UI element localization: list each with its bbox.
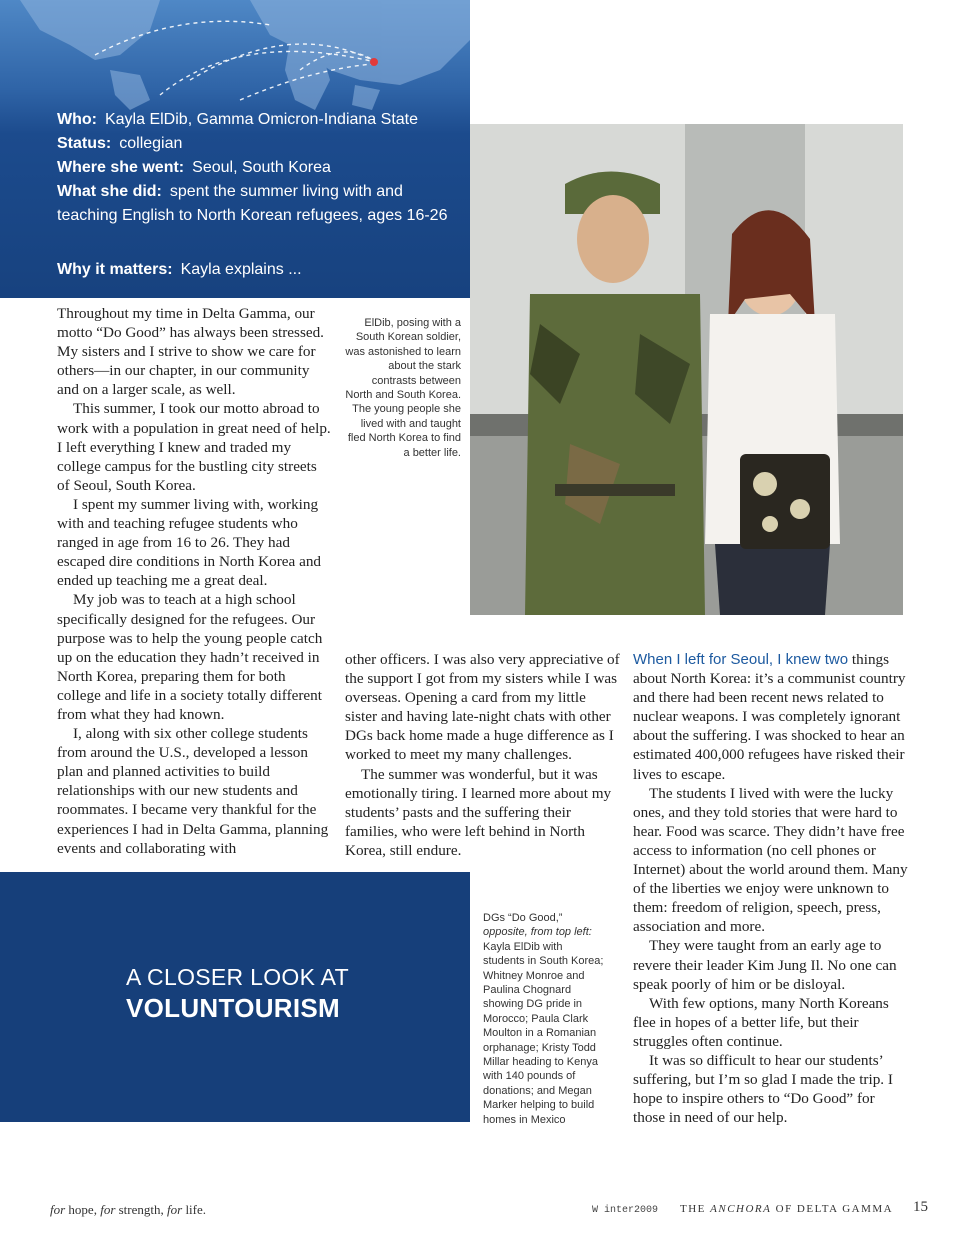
body-column-2 bbox=[345, 650, 620, 860]
paragraph: Throughout my time in Delta Gamma, our motto “Do Good” has always been stressed. My sisters and I strive to show we care for others—in our chapter, in our community and on a larger scale, as well. bbox=[57, 305, 324, 399]
profile-who: Who: Kayla ElDib, Gamma Omicron-Indiana State bbox=[57, 111, 418, 128]
paragraph: When I left for Seoul, I knew two things about North Korea: it’s a communist country and there had been recent news related to nuclear weapons. I was completely ignorant about the suffering. I was shocked to hear an estimated 400,000 refugees have risked their lives to escape. bbox=[633, 651, 906, 783]
paragraph: My job was to teach at a high school specifically designed for the refugees. Our purpose was to help the young people catch up on the education they hadn’t received in North Korea, preparing them for both college and life in a society totally different from what they had known. bbox=[57, 591, 323, 723]
paragraph: I spent my summer living with, working with and teaching refugee students who ranged in age from 16 to 26. They had escaped dire conditions in North Korea and ended up teaching me a great deal. bbox=[57, 495, 322, 590]
paragraph: This summer, I took our motto abroad to work with a population in great need of help. I left everything I knew and traded my college campus for the bustling city streets of Seoul, South Korea. bbox=[57, 400, 331, 494]
paragraph: I, along with six other college students from around the U.S., developed a lesson plan and planned activities to build relationships with our new students and roommates. I became very thankful for the experiences I had in Delta Gamma, planning events and collaborating with bbox=[57, 725, 329, 857]
seoul-marker-icon bbox=[370, 58, 378, 66]
profile-why: Why it matters: Kayla explains ... bbox=[57, 261, 302, 278]
profile-status: Status: collegian bbox=[57, 135, 183, 152]
footer-magazine: THE ANCHORA OF DELTA GAMMA bbox=[680, 1203, 894, 1215]
section-heading: A CLOSER LOOK AT VOLUNTOURISM bbox=[126, 964, 349, 1023]
footer-issue: W inter2009 bbox=[592, 1205, 659, 1216]
paragraph: With few options, many North Koreans flee in hopes of a better life, but their struggles often continue. bbox=[633, 994, 889, 1050]
paragraph: other officers. I was also very appreciative of the support I got from my sisters while I was overseas. Opening a card from my little sister and having late-night chats with other DGs back home made a huge difference as I worked to meet my many challenges. bbox=[345, 651, 620, 764]
page-number: 15 bbox=[913, 1199, 928, 1215]
feature-photo bbox=[470, 124, 903, 615]
profile-header bbox=[0, 0, 470, 298]
paragraph: The summer was wonderful, but it was emotionally tiring. I learned more about my students’ pasts and the suffering their families, who were left behind in North Korea, still endure. bbox=[345, 765, 612, 859]
dgs-caption: DGs “Do Good,” opposite, from top left: Kayla ElDib with students in South Korea; Whitney Monroe and Paulina Chognard showing DG pride in Morocco; Paula Clark Moulton in a Romanian orphanage; Kristy Todd Millar heading to Kenya with 140 pounds of donations; and Megan Marker helping to build homes in Mexico bbox=[483, 912, 604, 1126]
lead-in: When I left for Seoul, I knew two bbox=[633, 651, 849, 668]
paragraph: They were taught from an early age to revere their leader Kim Jung Il. No one can speak poorly of him or be disloyal. bbox=[633, 937, 897, 993]
photo-caption: ElDib, posing with a South Korean soldier, was astonished to learn about the stark contrasts between North and South Korea. The young people she lived with and taught fled North Korea to find a better life. bbox=[345, 317, 461, 459]
body-column-1 bbox=[57, 304, 332, 858]
profile-where: Where she went: Seoul, South Korea bbox=[57, 159, 331, 176]
paragraph: The students I lived with were the lucky ones, and they told stories that were hard to hear. Food was scarce. They didn’t have free access to information (no cell phones or Internet) about the world around them. Many of the liberties we enjoy were unknown to them: freedom of religion, speech, press, association and more. bbox=[633, 784, 908, 936]
profile-what: What she did: spent the summer living with and teaching English to North Korean refugees, ages 16-26 bbox=[57, 183, 448, 224]
footer-tagline: for hope, for strength, for life. bbox=[50, 1202, 207, 1217]
body-column-3 bbox=[633, 650, 908, 1127]
paragraph: It was so difficult to hear our students’ suffering, but I’m so glad I made the trip. I hope to inspire others to “Do Good” for those in need of our help. bbox=[633, 1051, 893, 1127]
